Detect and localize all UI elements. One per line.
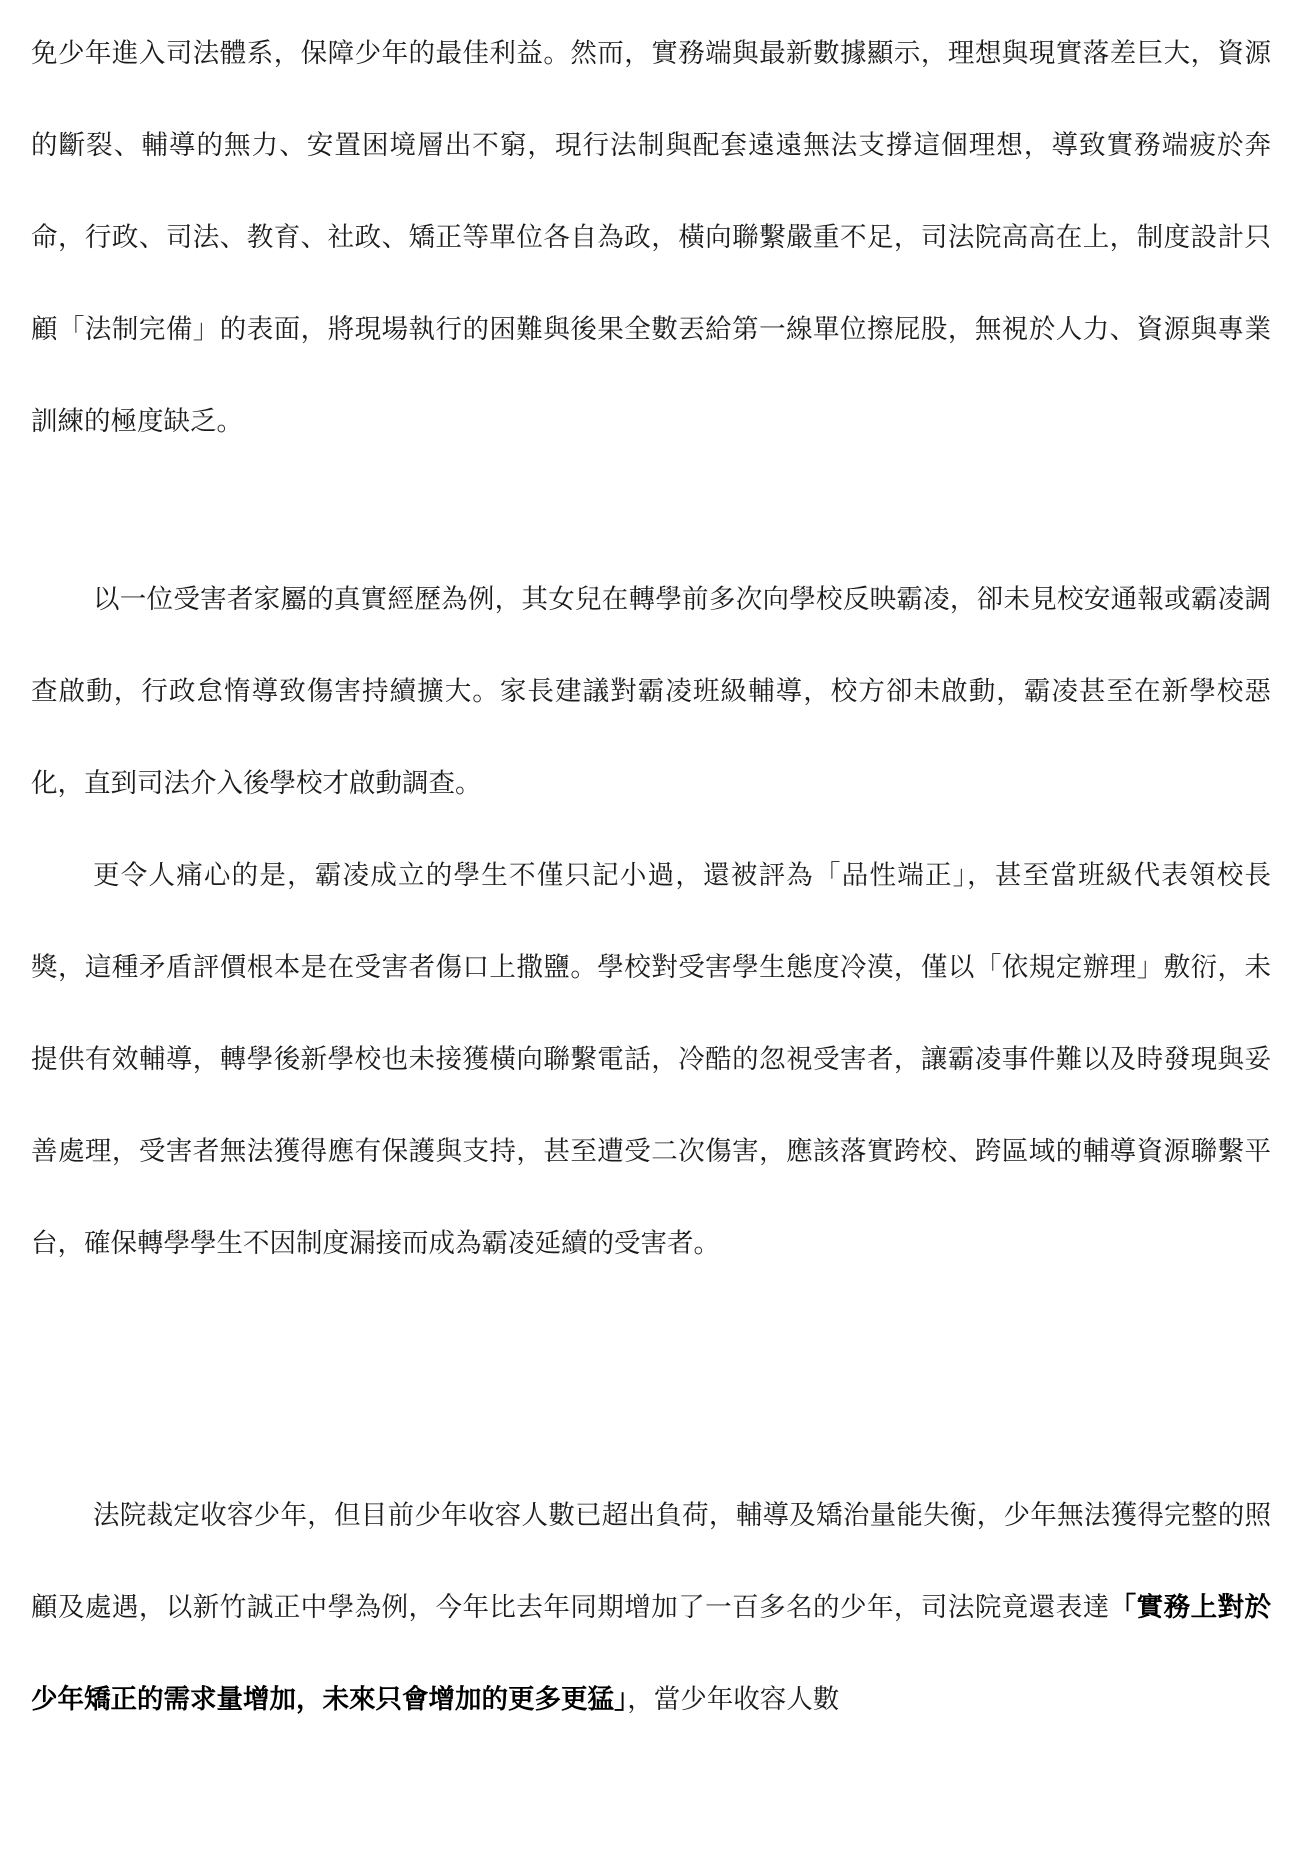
paragraph-lead-text: 法院裁定收容少年，但目前少年收容人數已超出負荷，輔導及矯治量能失衡，少年無法獲得完整的照顧及處遇，以新竹誠正中學為例，今年比去年同期增加了一百多名的少年，司法院竟還表達	[31, 1500, 1271, 1623]
paragraph-juvenile-detention	[31, 1470, 1271, 1746]
paragraph-tail-text: ，當少年收容人數	[627, 1684, 840, 1715]
paragraph-victim-family: 以一位受害者家屬的真實經歷為例，其女兒在轉學前多次向學校反映霸凌，卻未見校安通報或霸凌調查啟動，行政怠惰導致傷害持續擴大。家長建議對霸凌班級輔導，校方卻未啟動，霸凌甚至在新學校惡化，直到司法介入後學校才啟動調查。	[31, 584, 1271, 799]
paragraph-painful-facts: 更令人痛心的是，霸凌成立的學生不僅只記小過，還被評為「品性端正」，甚至當班級代表領校長獎，這種矛盾評價根本是在受害者傷口上撒鹽。學校對受害學生態度冷漠，僅以「依規定辦理」敷衍，未提供有效輔導，轉學後新學校也未接獲橫向聯繫電話，冷酷的忽視受害者，讓霸凌事件難以及時發現與妥善處理，受害者無法獲得應有保護與支持，甚至遭受二次傷害，應該落實跨校、跨區域的輔導資源聯繫平台，確保轉學學生不因制度漏接而成為霸凌延續的受害者。	[31, 860, 1271, 1259]
paragraph-continued: 免少年進入司法體系，保障少年的最佳利益。然而，實務端與最新數據顯示，理想與現實落差巨大，資源的斷裂、輔導的無力、安置困境層出不窮，現行法制與配套遠遠無法支撐這個理想，導致實務端疲於奔命，行政、司法、教育、社政、矯正等單位各自為政，橫向聯繫嚴重不足，司法院高高在上，制度設計只顧「法制完備」的表面，將現場執行的困難與後果全數丟給第一線單位擦屁股，無視於人力、資源與專業訓練的極度缺乏。	[31, 38, 1271, 437]
bold-quote: 「實務上對於少年矯正的需求量增加，未來只會增加的更多更猛」	[31, 1592, 1272, 1715]
section-bullying-case	[31, 554, 1271, 1290]
